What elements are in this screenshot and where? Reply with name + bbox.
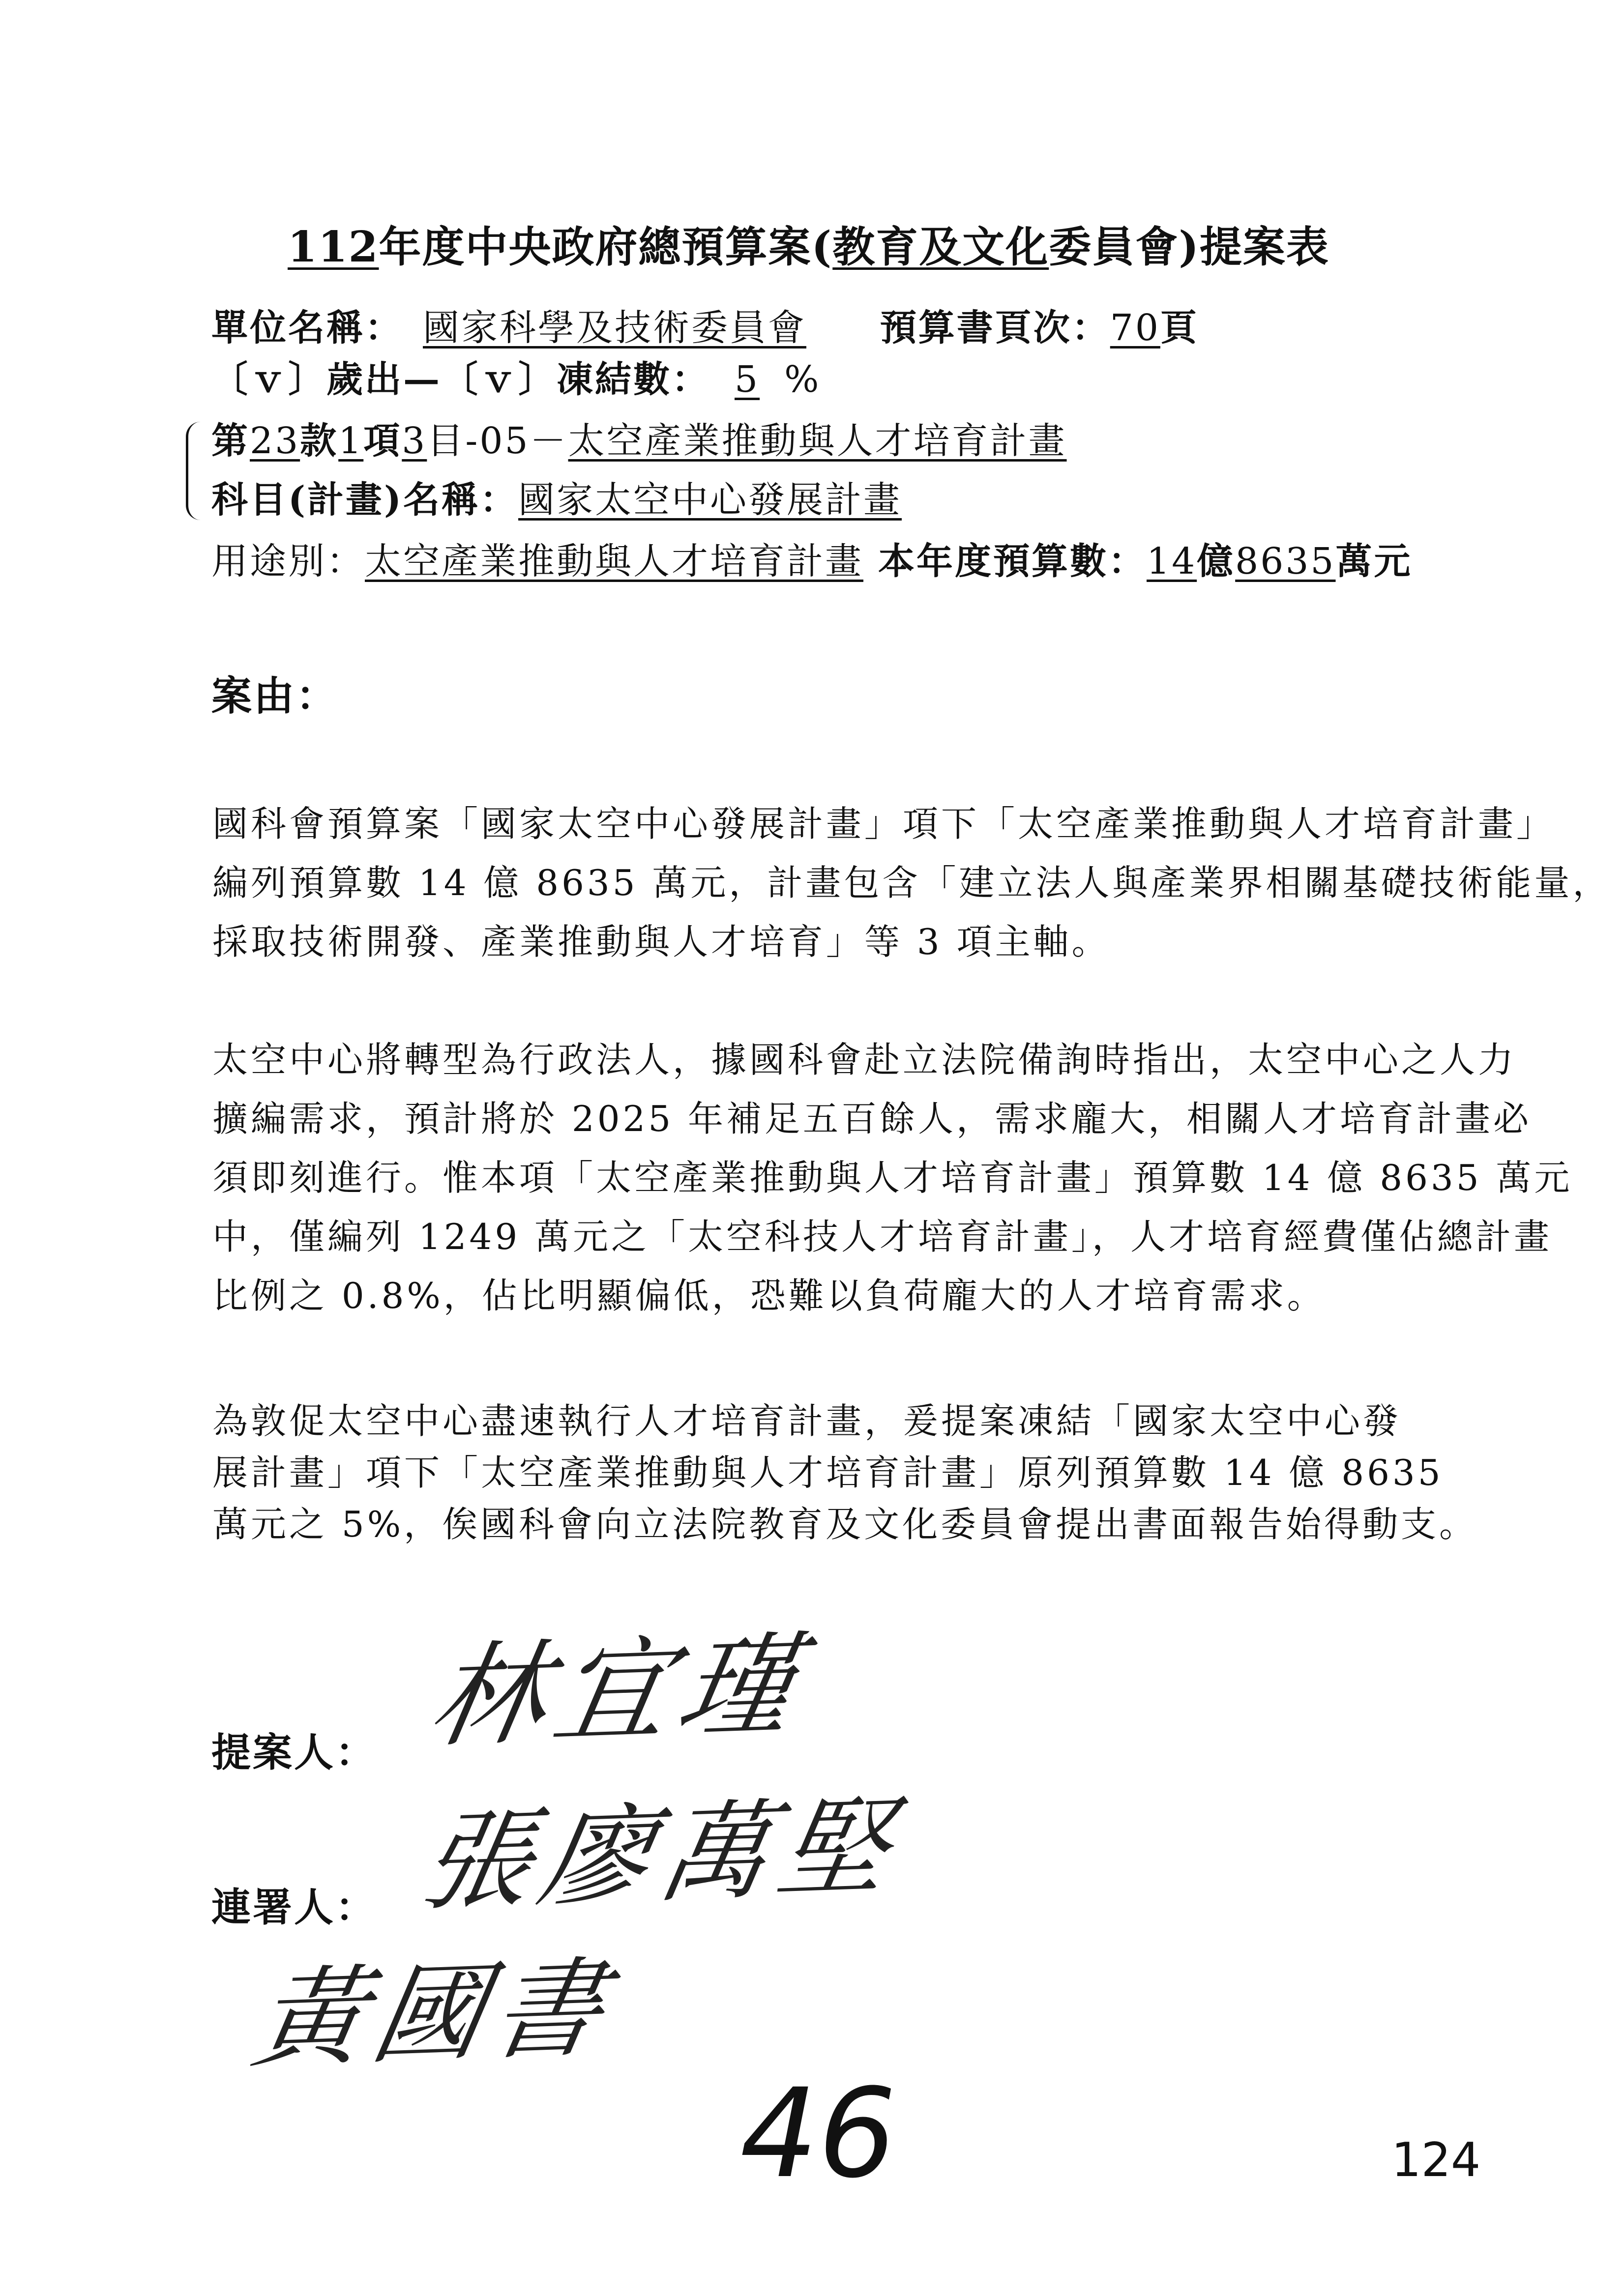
page-number: 124 bbox=[1391, 2133, 1481, 2187]
paragraph-line: 擴編需求，預計將於 2025 年補足五百餘人，需求龐大，相關人才培育計畫必 bbox=[212, 1098, 1532, 1139]
usage-line: 用途別：太空產業推動與人才培育計畫 本年度預算數：14億8635萬元 bbox=[211, 540, 1413, 582]
paragraph-line: 比例之 0.8%，佔比明顯偏低，恐難以負荷龐大的人才培育需求。 bbox=[212, 1275, 1326, 1316]
paragraph-line: 採取技術開發、產業推動與人才培育」等 3 項主軸。 bbox=[212, 921, 1110, 962]
cosigner-signature-1: 張廖萬堅 bbox=[412, 1783, 910, 1926]
reason-heading: 案由： bbox=[211, 672, 339, 720]
paragraph-line: 萬元之 5%，俟國科會向立法院教育及文化委員會提出書面報告始得動支。 bbox=[212, 1504, 1478, 1545]
paragraph-line: 國科會預算案「國家太空中心發展計畫」項下「太空產業推動與人才培育計畫」 bbox=[212, 803, 1555, 844]
subject-line: 科目(計畫)名稱：國家太空中心發展計畫 bbox=[211, 479, 902, 521]
paragraph-line: 中，僅編列 1249 萬元之「太空科技人才培育計畫」，人才培育經費僅佔總計畫 bbox=[212, 1216, 1553, 1257]
paragraph-line: 展計畫」項下「太空產業推動與人才培育計畫」原列預算數 14 億 8635 bbox=[212, 1452, 1444, 1493]
freeze-line: 〔ｖ〕歲出—〔ｖ〕凍結數： 5 % bbox=[211, 358, 821, 401]
document-title: 112年度中央政府總預算案(教育及文化委員會)提案表 bbox=[288, 222, 1329, 272]
unit-value: 國家科學及技術委員會 bbox=[423, 307, 806, 349]
paragraph-line: 為敦促太空中心盡速執行人才培育計畫，爰提案凍結「國家太空中心發 bbox=[212, 1400, 1402, 1442]
page-value: 70 bbox=[1110, 307, 1160, 349]
cosigner-signature-2: 黃國書 bbox=[244, 1945, 624, 2083]
paragraph-line: 太空中心將轉型為行政法人，據國科會赴立法院備詢時指出，太空中心之人力 bbox=[212, 1039, 1517, 1080]
paragraph-line: 須即刻進行。惟本項「太空產業推動與人才培育計畫」預算數 14 億 8635 萬元 bbox=[212, 1157, 1573, 1198]
unit-line: 單位名稱： 國家科學及技術委員會 預算書頁次：70頁 bbox=[211, 307, 1199, 349]
proposer-label: 提案人： bbox=[211, 1729, 377, 1775]
item-line: 第23款1項3目-05－太空產業推動與人才培育計畫 bbox=[211, 420, 1067, 462]
cosigner-label: 連署人： bbox=[211, 1884, 377, 1930]
paragraph-line: 編列預算數 14 億 8635 萬元，計畫包含「建立法人與產業界相關基礎技術能量， bbox=[212, 862, 1611, 903]
proposer-signature: 林宜瑾 bbox=[420, 1619, 816, 1764]
bracket bbox=[186, 422, 203, 520]
handwritten-number: 46 bbox=[740, 2062, 897, 2205]
freeze-value: 5 bbox=[735, 358, 760, 401]
